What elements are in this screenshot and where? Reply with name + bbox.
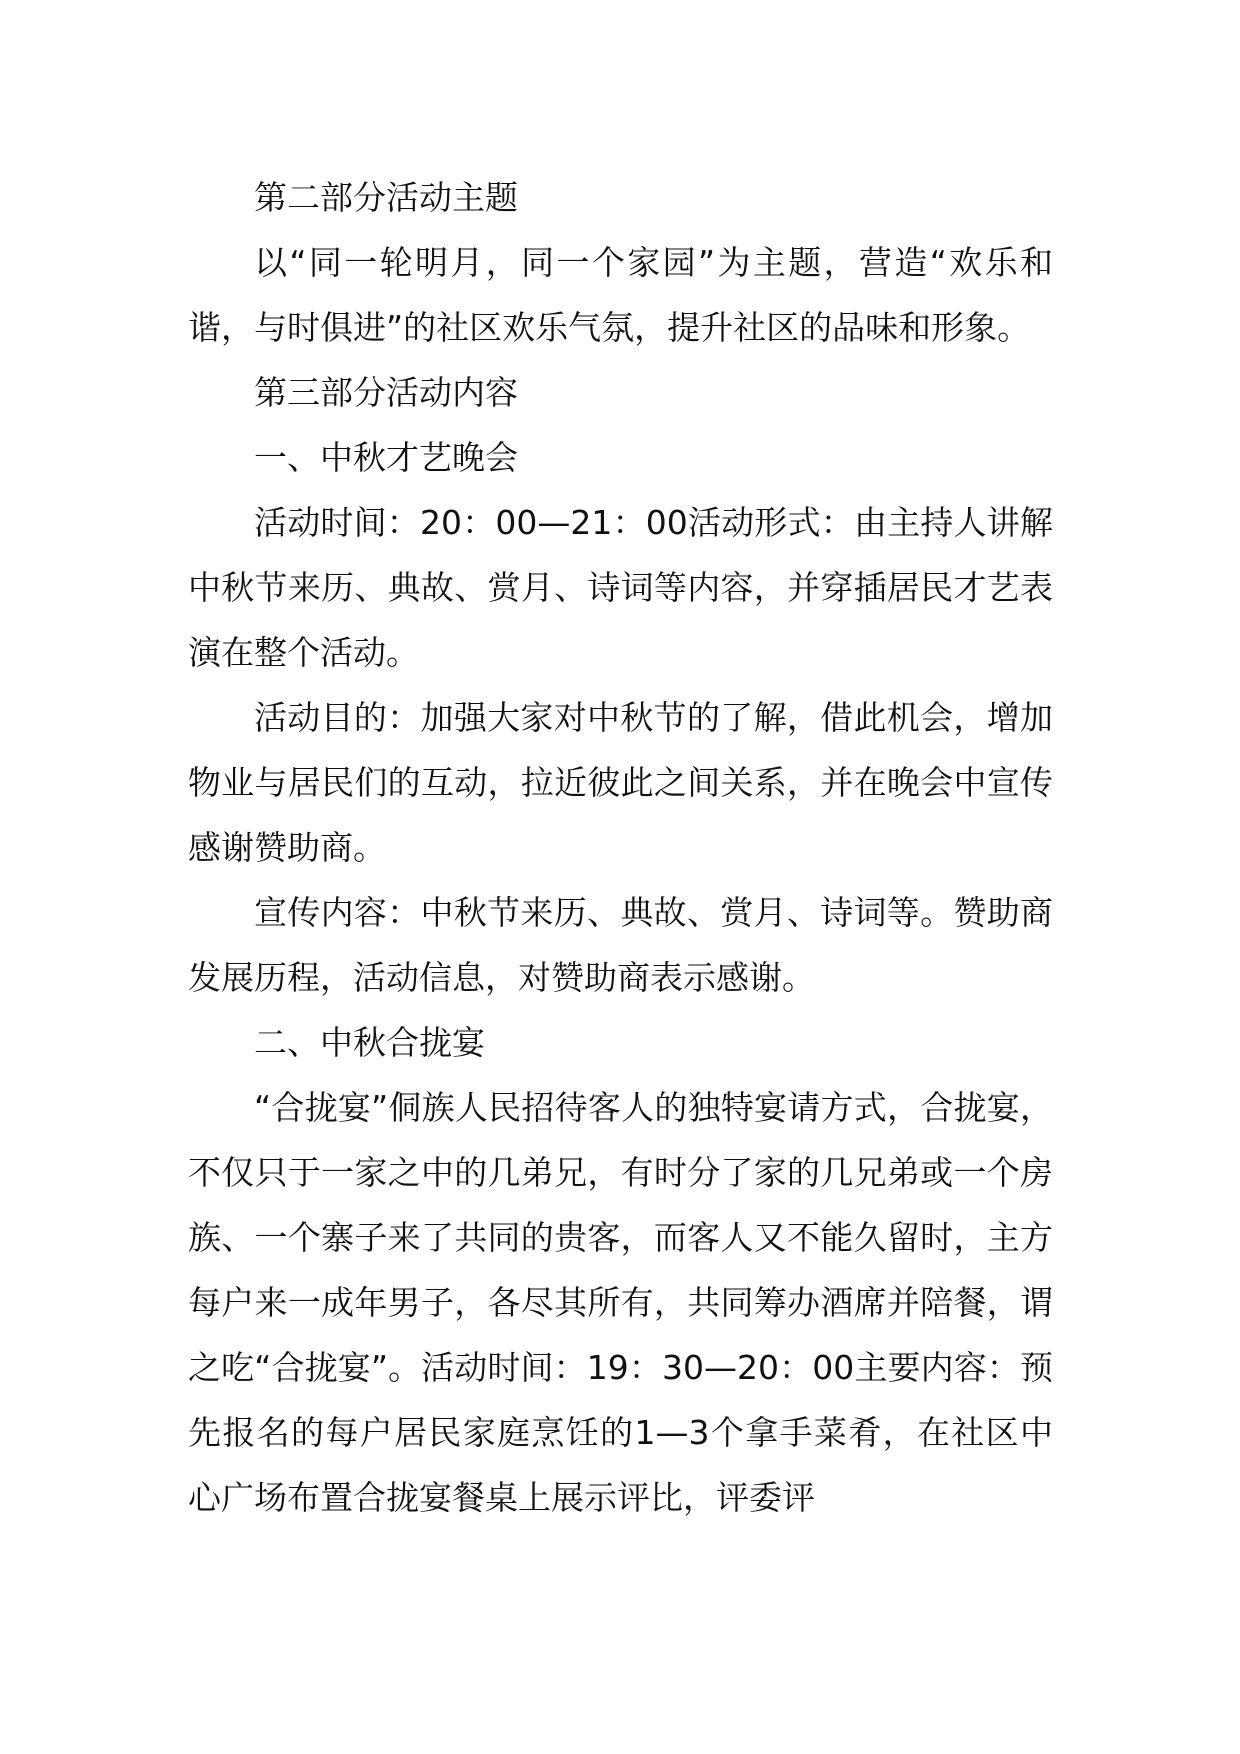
subheading-banquet: 二、中秋合拢宴	[254, 1023, 485, 1062]
subheading-gala: 一、中秋才艺晚会	[254, 438, 518, 477]
gala-time-paragraph: 活动时间：20：00—21：00活动形式：由主持人讲解中秋节来历、典故、赏月、诗词等内容，并穿插居民才艺表演在整个活动。	[188, 503, 1053, 672]
section-heading-theme: 第二部分活动主题	[254, 178, 518, 217]
theme-paragraph: 以“同一轮明月，同一个家园”为主题，营造“欢乐和谐，与时俱进”的社区欢乐气氛，提升社区的品味和形象。	[188, 243, 1053, 347]
section-heading-content: 第三部分活动内容	[254, 373, 518, 412]
document-body	[188, 165, 1053, 1530]
gala-publicity-paragraph: 宣传内容：中秋节来历、典故、赏月、诗词等。赞助商发展历程，活动信息，对赞助商表示感谢。	[188, 893, 1053, 997]
gala-purpose-paragraph: 活动目的：加强大家对中秋节的了解，借此机会，增加物业与居民们的互动，拉近彼此之间关系，并在晚会中宣传感谢赞助商。	[188, 698, 1053, 867]
banquet-paragraph: “合拢宴”侗族人民招待客人的独特宴请方式，合拢宴，不仅只于一家之中的几弟兄，有时分了家的几兄弟或一个房族、一个寨子来了共同的贵客，而客人又不能久留时，主方每户来一成年男子，各尽其所有，共同筹办酒席并陪餐，谓之吃“合拢宴”。活动时间：19：30—20：00主要内容：预先报名的每户居民家庭烹饪的1—3个拿手菜肴，在社区中心广场布置合拢宴餐桌上展示评比，评委评	[188, 1088, 1053, 1517]
